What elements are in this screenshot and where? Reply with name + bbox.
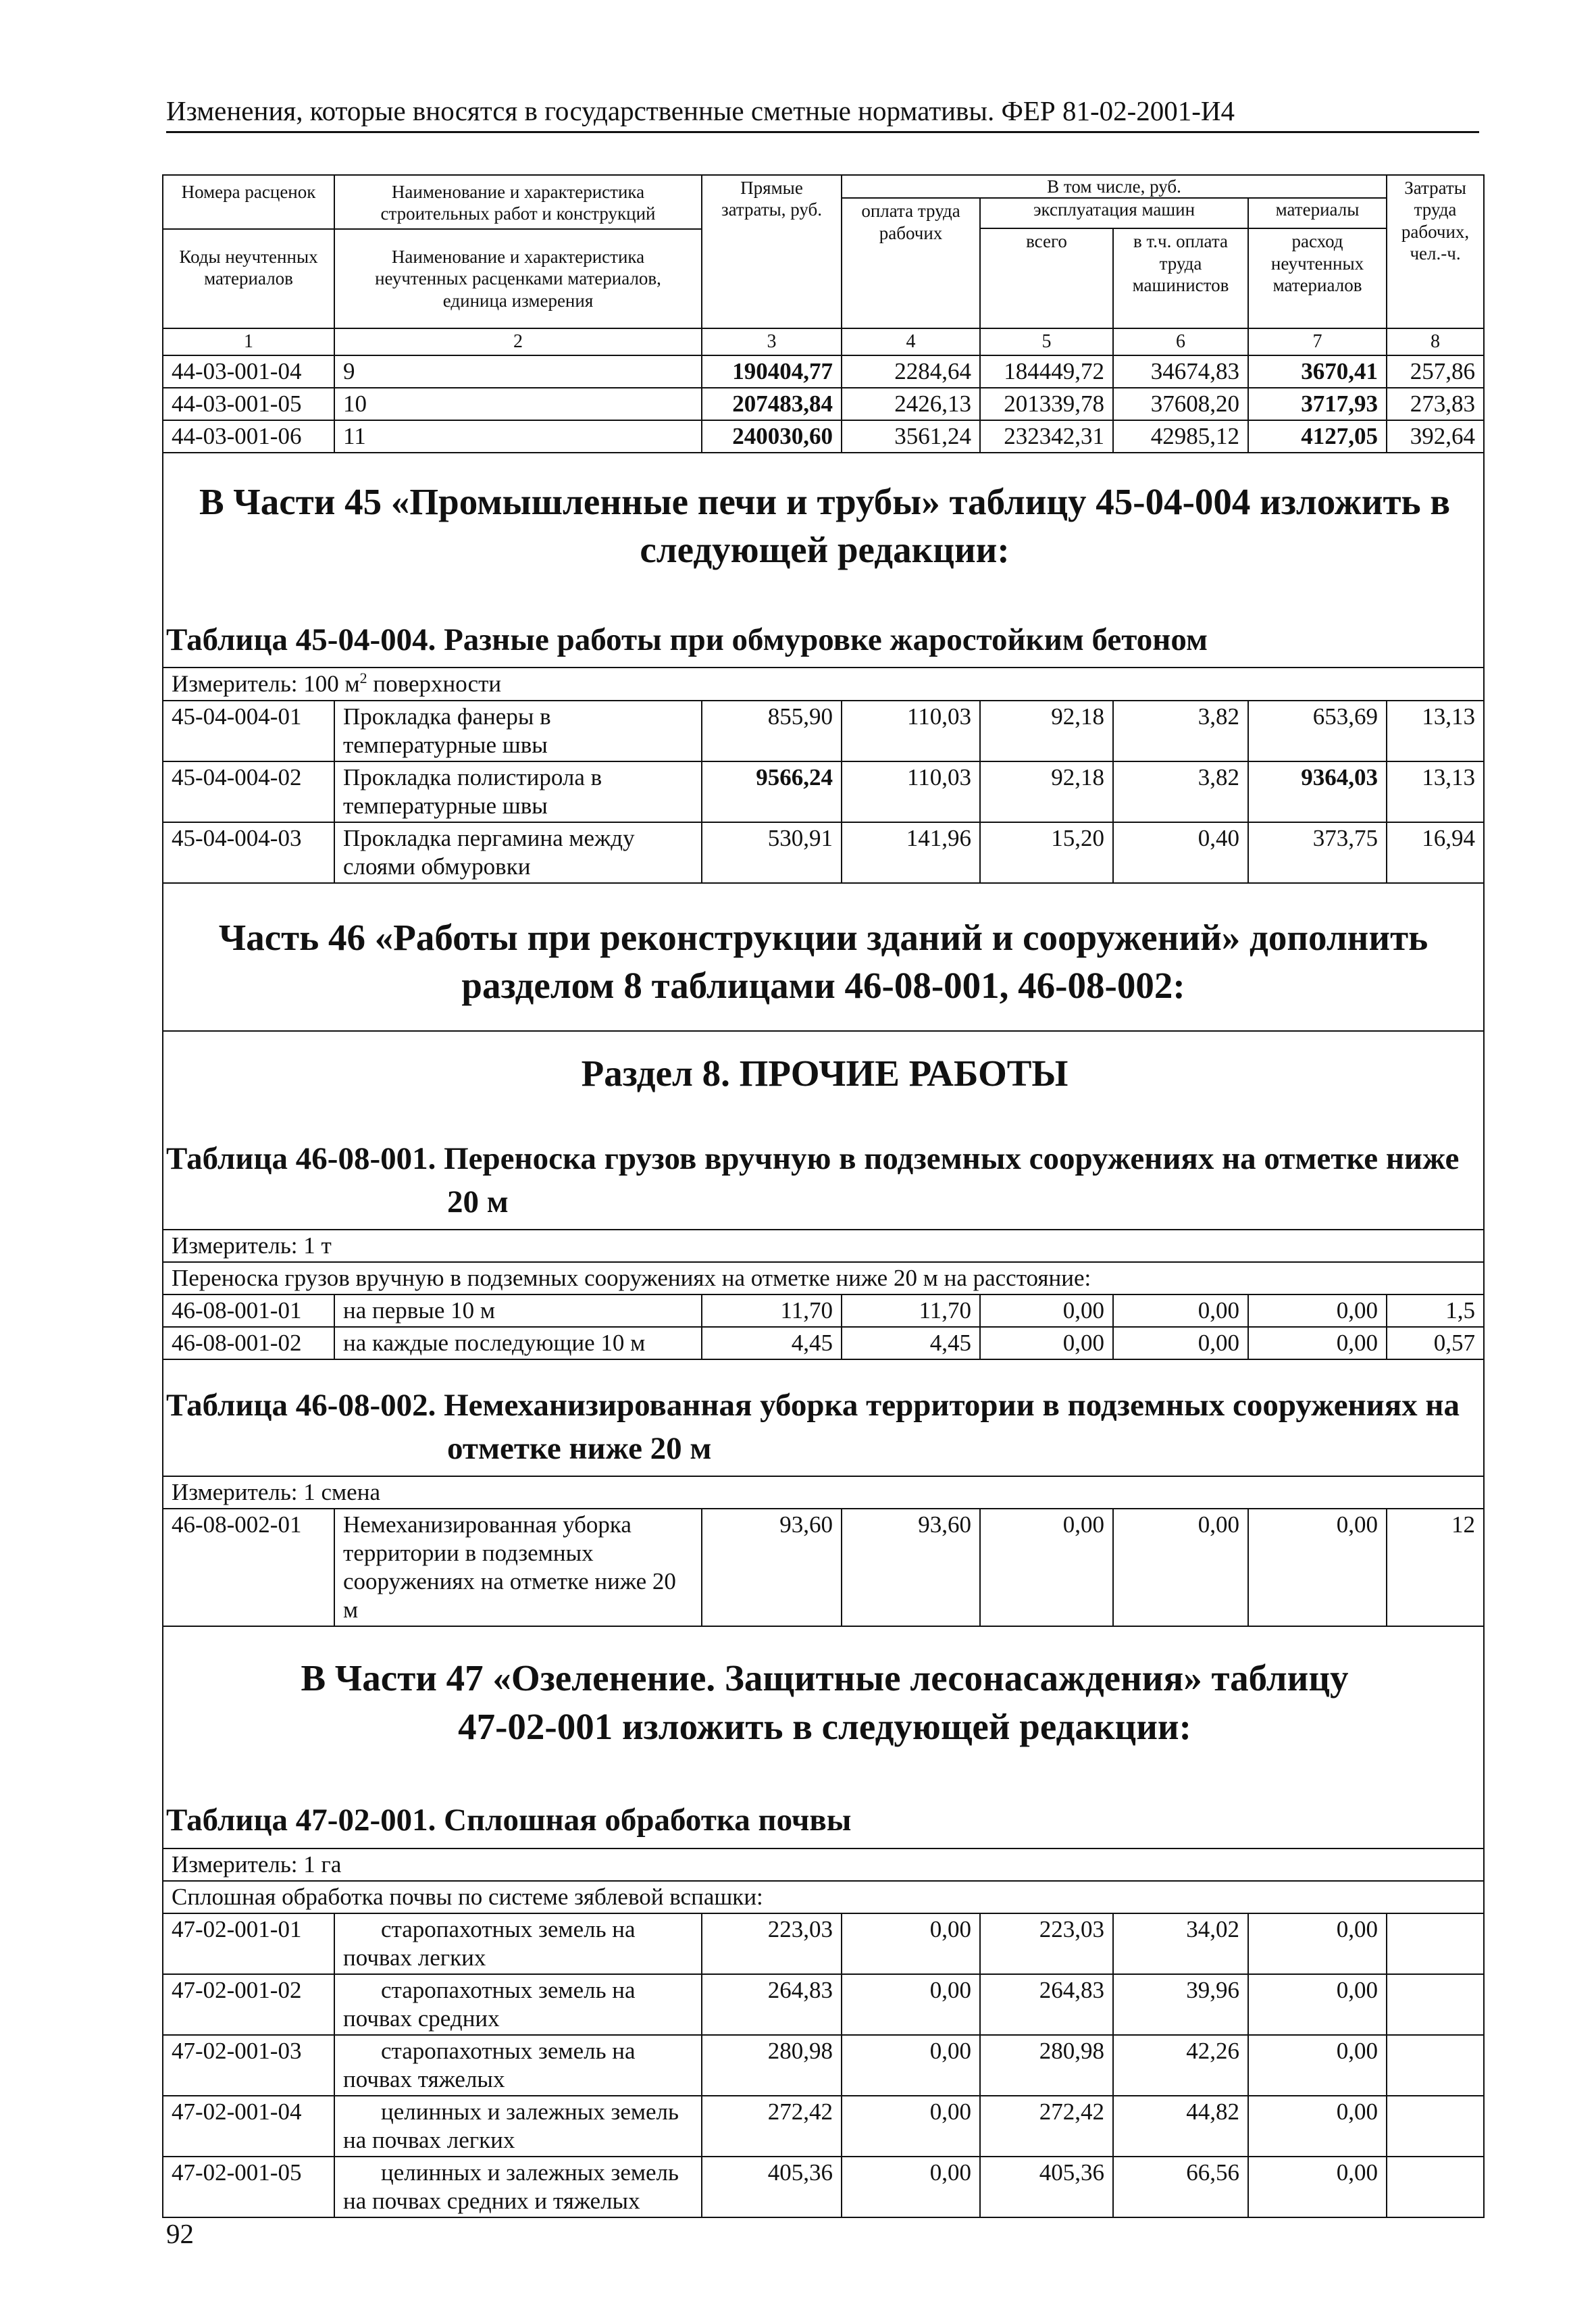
subheading-47: Сплошная обработка почвы по системе зяблевой вспашки: [163, 1881, 1484, 1913]
row-name: 9 [334, 355, 702, 388]
row-machines: 201339,78 [980, 388, 1113, 420]
measure-46-002: Измеритель: 1 смена [163, 1476, 1484, 1509]
incl-header: В том числе, руб. [842, 175, 1387, 198]
row-materials: 3717,93 [1248, 388, 1387, 420]
row-machines-wages: 44,82 [1113, 2096, 1248, 2157]
column-number: 4 [842, 328, 980, 355]
table-46-002-title-line1: Таблица 46-08-002. Немеханизированная уборка территории в подземных сооружениях на [166, 1388, 1460, 1424]
column-number-row [163, 328, 1484, 355]
row-machines-wages: 34,02 [1113, 1913, 1248, 1974]
row-name-line2: почвах средних [343, 2005, 500, 2032]
name-bottom-header: Наименование и характеристика неучтенных расценками материалов, единица измерения [375, 247, 661, 311]
row-machines: 184449,72 [980, 355, 1113, 388]
section-8-title: Раздел 8. ПРОЧИЕ РАБОТЫ [581, 1052, 1069, 1094]
row-wages: 11,70 [842, 1294, 980, 1327]
part47-heading: В Части 47 «Озеленение. Защитные лесонасаждения» таблицу 47-02-001 изложить в следующей редакции: [301, 1657, 1349, 1747]
direct-cost-header: Прямые затраты, руб. [702, 175, 842, 328]
row-machines-wages: 42,26 [1113, 2035, 1248, 2096]
row-name-line1: старопахотных земель на [381, 1976, 636, 2003]
table-row [163, 1327, 1484, 1359]
row-wages: 2284,64 [842, 355, 980, 388]
column-number: 7 [1248, 328, 1387, 355]
table-row [163, 822, 1484, 883]
row-wages: 4,45 [842, 1327, 980, 1359]
table-46-001-title-line1: Таблица 46-08-001. Переноска грузов вручную в подземных сооружениях на отметке ниже [166, 1141, 1460, 1177]
row-name: Прокладка пергамина между слоями обмуровки [334, 822, 702, 883]
row-labor: 13,13 [1387, 701, 1484, 761]
page-number: 92 [166, 2218, 194, 2249]
row-materials: 653,69 [1248, 701, 1387, 761]
column-number: 5 [980, 328, 1113, 355]
row-name-line1: старопахотных земель на [381, 1915, 636, 1942]
row-name-line2: почвах легких [343, 1944, 486, 1971]
row-wages: 3561,24 [842, 420, 980, 453]
row-code: 44-03-001-05 [163, 388, 334, 420]
row-code: 45-04-004-01 [163, 701, 334, 761]
measure-46-001: Измеритель: 1 т [163, 1230, 1484, 1262]
table-row [163, 1509, 1484, 1626]
row-machines: 232342,31 [980, 420, 1113, 453]
row-name [334, 2035, 702, 2096]
row-wages: 110,03 [842, 701, 980, 761]
measure-45-suffix: поверхности [367, 670, 502, 697]
row-labor: 273,83 [1387, 388, 1484, 420]
row-name-line2: почвах тяжелых [343, 2065, 505, 2092]
row-wages: 0,00 [842, 1913, 980, 1974]
row-machines-wages: 0,40 [1113, 822, 1248, 883]
row-labor: 13,13 [1387, 761, 1484, 822]
table-47-title: Таблица 47-02-001. Сплошная обработка почвы [166, 1803, 852, 1838]
table-header-row [163, 175, 1484, 198]
row-machines: 92,18 [980, 701, 1113, 761]
row-machines: 272,42 [980, 2096, 1113, 2157]
row-name: Прокладка полистирола в температурные швы [334, 761, 702, 822]
column-number: 2 [334, 328, 702, 355]
row-name: Прокладка фанеры в температурные швы [334, 701, 702, 761]
row-direct: 4,45 [702, 1327, 842, 1359]
row-labor [1387, 2096, 1484, 2157]
table-row [163, 420, 1484, 453]
row-direct: 93,60 [702, 1509, 842, 1626]
part46-heading: Часть 46 «Работы при реконструкции зданий и сооружений» дополнить разделом 8 таблицами 46-08-001, 46-08-002: [218, 916, 1428, 1007]
row-machines-wages: 0,00 [1113, 1509, 1248, 1626]
row-wages: 0,00 [842, 1974, 980, 2035]
subheading-46-001: Переноска грузов вручную в подземных сооружениях на отметке ниже 20 м на расстояние: [163, 1262, 1484, 1294]
row-wages: 2426,13 [842, 388, 980, 420]
machines-header: эксплуатация машин [980, 198, 1248, 228]
row-name [334, 1974, 702, 2035]
row-materials: 3670,41 [1248, 355, 1387, 388]
column-number: 6 [1113, 328, 1248, 355]
row-wages: 0,00 [842, 2096, 980, 2157]
row-name-line1: целинных и залежных земель [381, 2159, 679, 2186]
row-labor [1387, 2157, 1484, 2217]
table-row [163, 2157, 1484, 2217]
machines-total-header: всего [980, 228, 1113, 328]
row-machines-wages: 3,82 [1113, 701, 1248, 761]
row-code: 47-02-001-02 [163, 1974, 334, 2035]
wages-header: оплата труда рабочих [842, 198, 980, 328]
measure-47: Измеритель: 1 га [163, 1848, 1484, 1881]
row-code: 46-08-001-02 [163, 1327, 334, 1359]
row-materials: 0,00 [1248, 1509, 1387, 1626]
row-direct: 855,90 [702, 701, 842, 761]
table-row [163, 1974, 1484, 2035]
row-wages: 93,60 [842, 1509, 980, 1626]
row-direct: 530,91 [702, 822, 842, 883]
row-machines-wages: 39,96 [1113, 1974, 1248, 2035]
row-labor: 1,5 [1387, 1294, 1484, 1327]
row-materials: 0,00 [1248, 2157, 1387, 2217]
table-row [163, 1294, 1484, 1327]
measure-45-text: Измеритель: 100 м [172, 670, 360, 697]
table-45-title: Таблица 45-04-004. Разные работы при обмуровке жаростойким бетоном [166, 622, 1208, 657]
row-machines: 0,00 [980, 1294, 1113, 1327]
row-wages: 110,03 [842, 761, 980, 822]
row-code: 44-03-001-06 [163, 420, 334, 453]
table-row [163, 701, 1484, 761]
row-direct: 264,83 [702, 1974, 842, 2035]
row-code: 46-08-001-01 [163, 1294, 334, 1327]
row-name-line2: на почвах легких [343, 2126, 515, 2153]
row-machines: 405,36 [980, 2157, 1113, 2217]
table-row [163, 355, 1484, 388]
row-machines: 264,83 [980, 1974, 1113, 2035]
row-machines-wages: 0,00 [1113, 1294, 1248, 1327]
measure-45 [163, 668, 1484, 701]
table-row [163, 388, 1484, 420]
row-machines: 15,20 [980, 822, 1113, 883]
row-wages: 141,96 [842, 822, 980, 883]
row-name: на первые 10 м [334, 1294, 702, 1327]
column-number: 3 [702, 328, 842, 355]
row-code: 47-02-001-03 [163, 2035, 334, 2096]
table-46-002-title [166, 1360, 1483, 1476]
row-name: Немеханизированная уборка территории в подземных сооружениях на отметке ниже 20 м [334, 1509, 702, 1626]
table-row [163, 2035, 1484, 2096]
row-direct: 9566,24 [702, 761, 842, 822]
row-direct: 280,98 [702, 2035, 842, 2096]
row-materials: 0,00 [1248, 1974, 1387, 2035]
row-materials: 4127,05 [1248, 420, 1387, 453]
row-machines-wages: 0,00 [1113, 1327, 1248, 1359]
row-name-line1: старопахотных земель на [381, 2037, 636, 2064]
table-row [163, 761, 1484, 822]
row-labor: 392,64 [1387, 420, 1484, 453]
table-row [163, 2096, 1484, 2157]
row-materials: 373,75 [1248, 822, 1387, 883]
labor-header: Затраты труда рабочих, чел.-ч. [1387, 175, 1484, 328]
table-46-001-title-line2: 20 м [447, 1184, 509, 1219]
table-46-002-title-line2: отметке ниже 20 м [447, 1430, 712, 1466]
row-materials: 9364,03 [1248, 761, 1387, 822]
machines-wages-header: в т.ч. оплата труда машинистов [1113, 228, 1248, 328]
row-labor: 0,57 [1387, 1327, 1484, 1359]
materials-header: материалы [1248, 198, 1387, 228]
row-code: 47-02-001-01 [163, 1913, 334, 1974]
row-name [334, 2157, 702, 2217]
row-machines: 0,00 [980, 1327, 1113, 1359]
row-labor [1387, 1974, 1484, 2035]
column-number: 1 [163, 328, 334, 355]
row-code: 44-03-001-04 [163, 355, 334, 388]
row-materials: 0,00 [1248, 1327, 1387, 1359]
row-materials: 0,00 [1248, 2096, 1387, 2157]
row-direct: 272,42 [702, 2096, 842, 2157]
row-machines-wages: 42985,12 [1113, 420, 1248, 453]
codes-top-header: Номера расценок [163, 176, 334, 230]
page-header: Изменения, которые вносятся в государственные сметные нормативы. ФЕР 81-02-2001-И4 [166, 95, 1479, 133]
column-number: 8 [1387, 328, 1484, 355]
row-name-line2: на почвах средних и тяжелых [343, 2187, 640, 2214]
table-row [163, 1913, 1484, 1974]
row-direct: 405,36 [702, 2157, 842, 2217]
row-labor: 257,86 [1387, 355, 1484, 388]
row-machines: 223,03 [980, 1913, 1113, 1974]
row-code: 45-04-004-03 [163, 822, 334, 883]
row-code: 47-02-001-04 [163, 2096, 334, 2157]
codes-bottom-header: Коды неучтенных материалов [179, 247, 318, 289]
row-name: на каждые последующие 10 м [334, 1327, 702, 1359]
row-machines-wages: 66,56 [1113, 2157, 1248, 2217]
row-wages: 0,00 [842, 2157, 980, 2217]
row-machines-wages: 34674,83 [1113, 355, 1248, 388]
row-labor [1387, 2035, 1484, 2096]
row-labor: 12 [1387, 1509, 1484, 1626]
row-name [334, 2096, 702, 2157]
row-direct: 11,70 [702, 1294, 842, 1327]
part45-heading: В Части 45 «Промышленные печи и трубы» таблицу 45-04-004 изложить в следующей редакции: [199, 480, 1451, 571]
row-name: 11 [334, 420, 702, 453]
row-direct: 223,03 [702, 1913, 842, 1974]
row-materials: 0,00 [1248, 1294, 1387, 1327]
table-46-001-title [166, 1111, 1483, 1229]
row-machines: 280,98 [980, 2035, 1113, 2096]
measure-45-sup: 2 [359, 670, 367, 687]
row-code: 47-02-001-05 [163, 2157, 334, 2217]
row-labor: 16,94 [1387, 822, 1484, 883]
row-code: 46-08-002-01 [163, 1509, 334, 1626]
row-wages: 0,00 [842, 2035, 980, 2096]
row-direct: 240030,60 [702, 420, 842, 453]
row-labor [1387, 1913, 1484, 1974]
row-materials: 0,00 [1248, 2035, 1387, 2096]
row-name-line1: целинных и залежных земель [381, 2098, 679, 2125]
row-direct: 207483,84 [702, 388, 842, 420]
row-code: 45-04-004-02 [163, 761, 334, 822]
row-name [334, 1913, 702, 1974]
row-machines-wages: 3,82 [1113, 761, 1248, 822]
materials-sub-header: расход неучтенных материалов [1248, 228, 1387, 328]
name-top-header: Наименование и характеристика строительных работ и конструкций [335, 176, 701, 230]
norms-table [162, 174, 1485, 2218]
row-machines: 0,00 [980, 1509, 1113, 1626]
row-name: 10 [334, 388, 702, 420]
row-direct: 190404,77 [702, 355, 842, 388]
row-machines-wages: 37608,20 [1113, 388, 1248, 420]
row-machines: 92,18 [980, 761, 1113, 822]
row-materials: 0,00 [1248, 1913, 1387, 1974]
